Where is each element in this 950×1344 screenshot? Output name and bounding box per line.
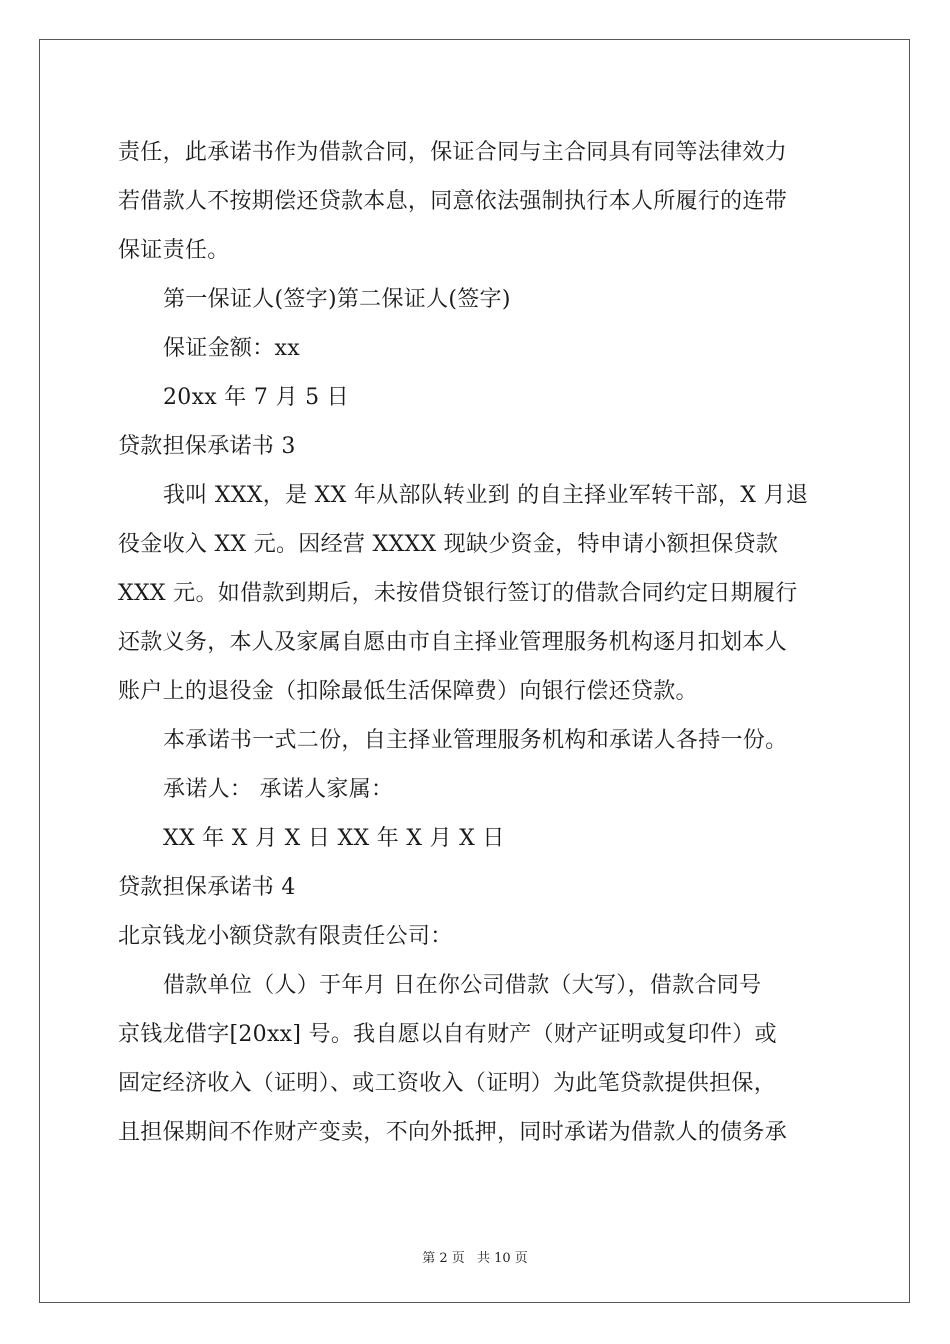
text-line: 贷款担保承诺书 3 bbox=[118, 434, 296, 459]
text-line: 京钱龙借字[20xx] 号。我自愿以自有财产（财产证明或复印件）或 bbox=[118, 1022, 777, 1047]
text-line: 第一保证人(签字)第二保证人(签字) bbox=[163, 287, 511, 312]
text-line: 本承诺书一式二份，自主择业管理服务机构和承诺人各持一份。 bbox=[163, 728, 788, 753]
text-line: 借款单位（人）于年月 日在你公司借款（大写），借款合同号 bbox=[163, 973, 762, 998]
text-line: 还款义务，本人及家属自愿由市自主择业管理服务机构逐月扣划本人 bbox=[118, 630, 788, 655]
text-line: 役金收入 XX 元。因经营 XXXX 现缺少资金，特申请小额担保贷款 bbox=[118, 532, 779, 557]
text-line: 我叫 XXX，是 XX 年从部队转业到 的自主择业军转干部，X 月退 bbox=[163, 483, 809, 508]
page-total: 共 10 页 bbox=[476, 1251, 528, 1266]
text-line: 责任，此承诺书作为借款合同，保证合同与主合同具有同等法律效力 bbox=[118, 140, 788, 165]
text-line: 固定经济收入（证明）、或工资收入（证明）为此笔贷款提供担保， bbox=[118, 1071, 777, 1096]
text-line: 承诺人： 承诺人家属： bbox=[163, 777, 394, 802]
text-line: 保证金额：xx bbox=[163, 336, 300, 361]
page-number: 第 2 页 bbox=[422, 1251, 465, 1266]
text-line: 若借款人不按期偿还贷款本息，同意依法强制执行本人所履行的连带 bbox=[118, 189, 788, 214]
text-line: 贷款担保承诺书 4 bbox=[118, 875, 296, 900]
text-line: 20xx 年 7 月 5 日 bbox=[163, 385, 349, 410]
page-footer bbox=[0, 1247, 950, 1266]
text-line: 且担保期间不作财产变卖，不向外抵押，同时承诺为借款人的债务承 bbox=[118, 1120, 788, 1145]
text-line: XX 年 X 月 X 日 XX 年 X 月 X 日 bbox=[163, 826, 505, 851]
text-line: 账户上的退役金（扣除最低生活保障费）向银行偿还贷款。 bbox=[118, 679, 698, 704]
text-line: XXX 元。如借款到期后，未按借贷银行签订的借款合同约定日期履行 bbox=[118, 581, 798, 606]
text-line: 北京钱龙小额贷款有限责任公司： bbox=[118, 924, 453, 949]
text-line: 保证责任。 bbox=[118, 238, 230, 263]
document-body bbox=[118, 128, 834, 1157]
